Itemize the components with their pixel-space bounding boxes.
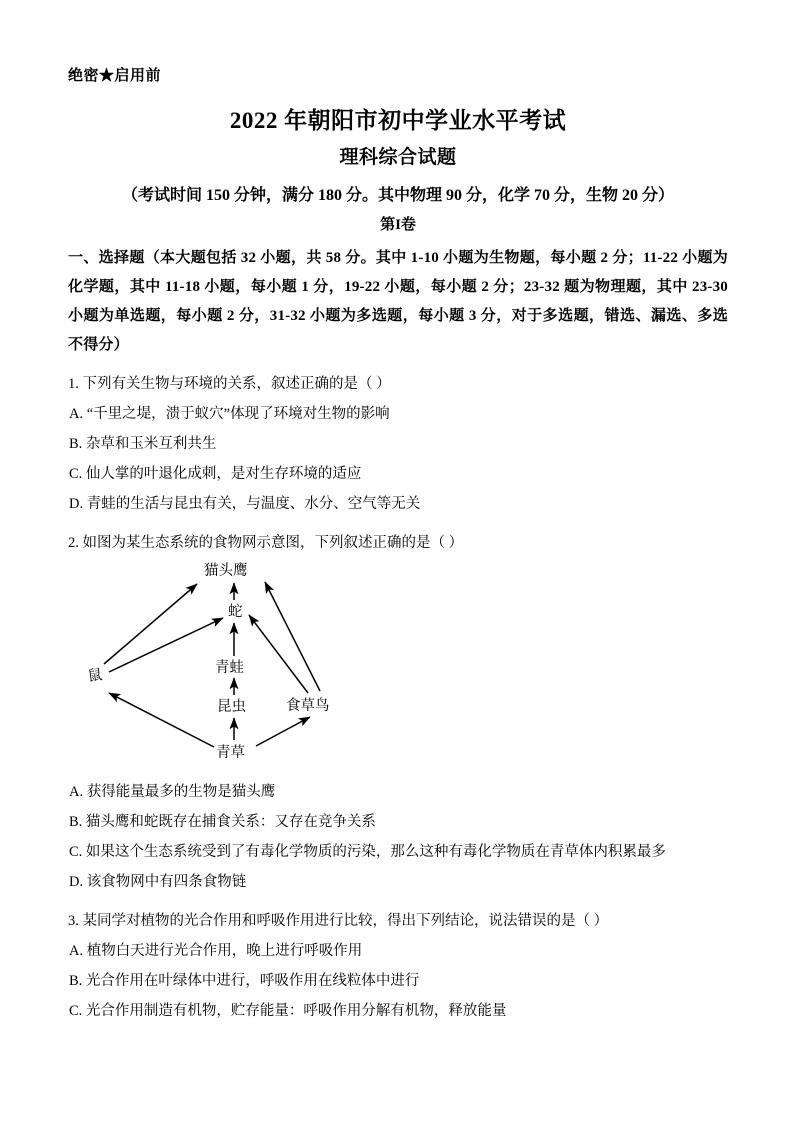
question-option: A. “千里之堤，溃于蚁穴”体现了环境对生物的影响 xyxy=(69,406,390,422)
food-web-node-mouse: 鼠 xyxy=(86,667,104,685)
question-option: D. 该食物网中有四条食物链 xyxy=(69,874,247,890)
question-2 xyxy=(68,528,728,897)
question-option: A. 植物白天进行光合作用，晚上进行呼吸作用 xyxy=(69,943,363,959)
food-web-node-insect: 昆虫 xyxy=(217,699,246,715)
question-3 xyxy=(68,906,728,1026)
question-option: B. 猫头鹰和蛇既存在捕食关系：又存在竞争关系 xyxy=(69,814,376,830)
section-instruction: 一、选择题（本大题包括 32 小题，共 58 分。其中 1-10 小题为生物题，每小题 2 分；11-22 小题为化学题，其中 11-18 小题，每小题 1 分，19-22 小题，每小题 2 分；23-32 题为物理题，其中 23-30 小题为单选题，每小题 2 分，31-32 小题为多选题，每小题 3 分，对于多选题，错选、漏选、多选不得分） xyxy=(68,250,728,353)
document-content xyxy=(68,66,728,1026)
food-web-node-frog: 青蛙 xyxy=(215,660,244,676)
question-option: A. 获得能量最多的生物是猫头鹰 xyxy=(69,784,276,800)
food-web-node-grass: 青草 xyxy=(216,745,245,761)
food-web-node-owl: 猫头鹰 xyxy=(204,563,248,579)
question-option: B. 光合作用在叶绿体中进行，呼吸作用在线粒体中进行 xyxy=(69,973,420,989)
question-1 xyxy=(68,369,728,519)
question-option: C. 光合作用制造有机物，贮存能量：呼吸作用分解有机物，释放能量 xyxy=(69,1003,507,1019)
volume-label: 第I卷 xyxy=(380,217,416,233)
food-web-node-herbivorous-bird: 食草鸟 xyxy=(286,698,330,714)
secret-notice: 绝密★启用前 xyxy=(68,68,162,84)
question-stem: 3. 某同学对植物的光合作用和呼吸作用进行比较，得出下列结论，说法错误的是（ ） xyxy=(68,913,609,929)
exam-info-line: （考试时间 150 分钟，满分 180 分。其中物理 90 分，化学 70 分，生物 20 分） xyxy=(121,187,674,204)
food-web-node-snake: 蛇 xyxy=(228,604,243,620)
question-option: C. 如果这个生态系统受到了有毒化学物质的污染，那么这种有毒化学物质在青草体内积累最多 xyxy=(69,844,666,860)
question-option: C. 仙人掌的叶退化成刺，是对生存环境的适应 xyxy=(69,466,362,482)
question-stem: 1. 下列有关生物与环境的关系，叙述正确的是（ ） xyxy=(68,376,391,392)
food-web-diagram xyxy=(76,560,366,775)
page-title: 2022 年朝阳市初中学业水平考试 xyxy=(229,108,567,133)
question-stem: 2. 如图为某生态系统的食物网示意图，下列叙述正确的是（ ） xyxy=(68,535,464,551)
question-option: B. 杂草和玉米互利共生 xyxy=(69,436,217,452)
question-option: D. 青蛙的生活与昆虫有关，与温度、水分、空气等无关 xyxy=(69,496,421,512)
page-subtitle: 理科综合试题 xyxy=(339,147,457,168)
